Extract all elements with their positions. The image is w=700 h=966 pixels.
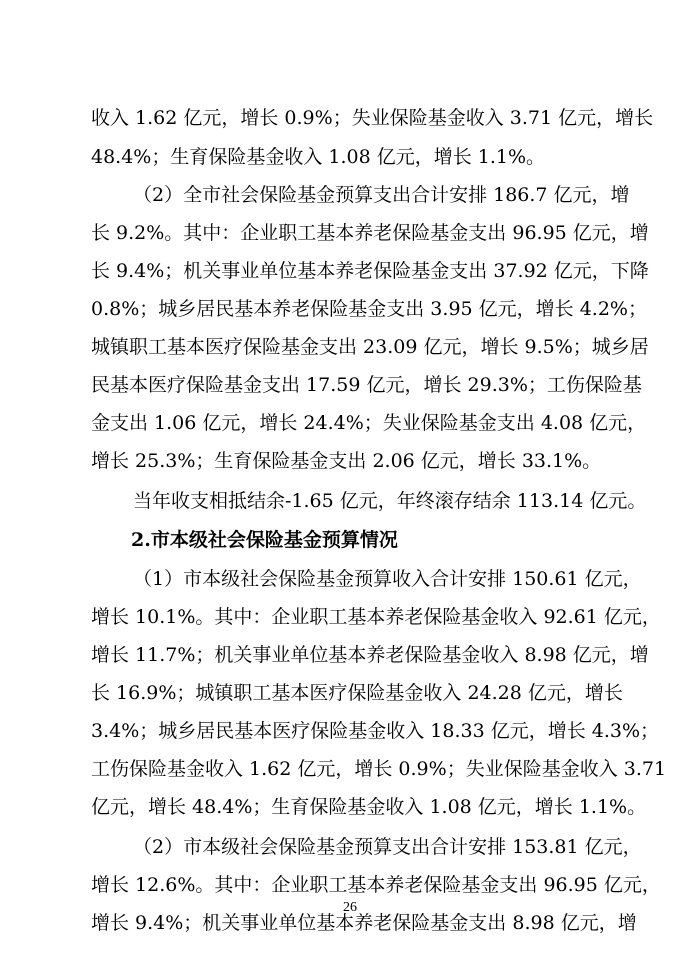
body-line: 城镇职工基本医疗保险基金支出 23.09 亿元，增长 9.5%；城乡居 [91,336,649,358]
body-line: 增长 25.3%；生育保险基金支出 2.06 亿元，增长 33.1%。 [91,450,602,472]
paragraph-start-line: （2）全市社会保险基金预算支出合计安排 186.7 亿元，增 [133,184,630,206]
body-line: 增长 9.4%；机关事业单位基本养老保险基金支出 8.98 亿元，增 [91,912,637,934]
body-line: 金支出 1.06 亿元，增长 24.4%；失业保险基金支出 4.08 亿元， [91,412,647,434]
body-line: 增长 12.6%。其中：企业职工基本养老保险基金支出 96.95 亿元， [91,874,661,896]
body-line: 3.4%；城乡居民基本医疗保险基金收入 18.33 亿元，增长 4.3%； [91,720,660,742]
body-line: 民基本医疗保险基金支出 17.59 亿元，增长 29.3%；工伤保险基 [91,374,642,396]
body-line: 0.8%；城乡居民基本养老保险基金支出 3.95 亿元，增长 4.2%； [91,298,647,320]
body-line: 工伤保险基金收入 1.62 亿元，增长 0.9%；失业保险基金收入 3.71 [91,758,667,780]
paragraph-start-line: （1）市本级社会保险基金预算收入合计安排 150.61 亿元， [133,568,642,590]
body-line: 增长 11.7%；机关事业单位基本养老保险基金收入 8.98 亿元，增 [91,644,649,666]
page-number: 26 [343,900,357,915]
body-line: 长 16.9%；城镇职工基本医疗保险基金收入 24.28 亿元，增长 [91,682,623,704]
section-heading: 2.市本级社会保险基金预算情况 [131,529,398,551]
body-line: 增长 10.1%。其中：企业职工基本养老保险基金收入 92.61 亿元， [91,606,661,628]
body-line: 48.4%；生育保险基金收入 1.08 亿元，增长 1.1%。 [91,146,546,168]
body-line: 亿元，增长 48.4%；生育保险基金收入 1.08 亿元，增长 1.1%。 [91,796,647,818]
body-line: 长 9.2%。其中：企业职工基本养老保险基金支出 96.95 亿元，增 [91,222,649,244]
paragraph-start-line: 当年收支相抵结余-1.65 亿元，年终滚存结余 113.14 亿元。 [133,490,647,512]
body-line: 长 9.4%；机关事业单位基本养老保险基金支出 37.92 亿元，下降 [91,260,649,282]
body-line: 收入 1.62 亿元，增长 0.9%；失业保险基金收入 3.71 亿元，增长 [91,107,654,129]
paragraph-start-line: （2）市本级社会保险基金预算支出合计安排 153.81 亿元， [133,836,642,858]
